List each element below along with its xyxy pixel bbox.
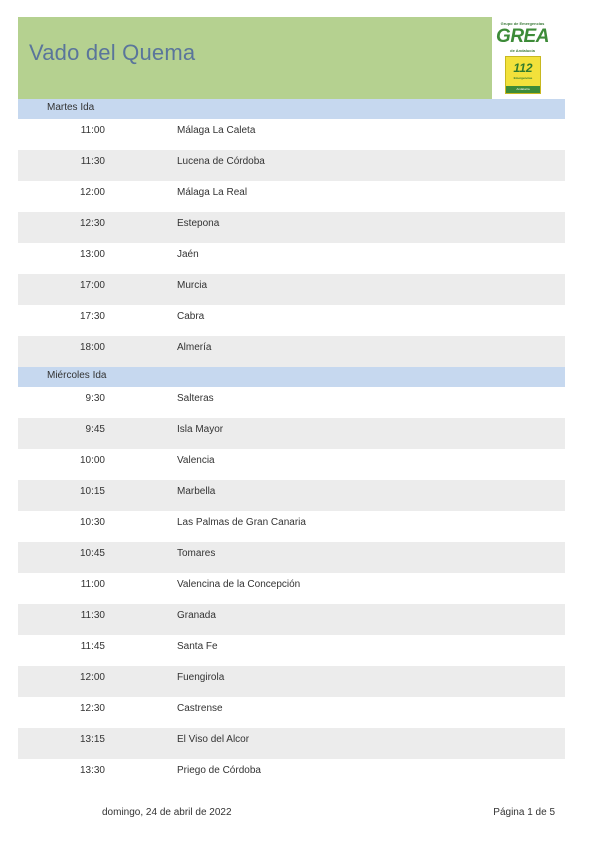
place-cell: Almería [177,342,212,353]
schedule-table [18,99,565,790]
place-cell: Castrense [177,703,223,714]
table-row [18,387,565,418]
place-cell: Tomares [177,548,216,559]
time-cell: 12:00 [79,672,105,683]
place-cell: Santa Fe [177,641,218,652]
table-row [18,635,565,666]
place-cell: Priego de Córdoba [177,765,261,776]
logo-top-text: Grupo de Emergencias [500,21,545,26]
time-cell: 11:00 [80,125,105,136]
time-cell: 11:00 [80,579,105,590]
table-row [18,243,565,274]
place-cell: Salteras [177,393,214,404]
time-cell: 10:45 [79,548,105,559]
place-cell: El Viso del Alcor [177,734,250,745]
footer-date: domingo, 24 de abril de 2022 [102,807,232,818]
place-cell: Las Palmas de Gran Canaria [177,517,306,528]
table-row [18,666,565,697]
time-cell: 11:45 [80,641,105,652]
footer-page-number: Página 1 de 5 [493,807,555,818]
logo-badge-footer: Andalucía [506,86,540,93]
place-cell: Murcia [177,280,208,291]
place-cell: Valencia [177,455,215,466]
place-cell: Cabra [177,311,205,322]
place-cell: Marbella [177,486,216,497]
time-cell: 10:15 [79,486,105,497]
table-row [18,542,565,573]
time-cell: 10:30 [79,517,105,528]
table-row [18,604,565,635]
place-cell: Fuengirola [177,672,225,683]
table-row [18,573,565,604]
table-row [18,212,565,243]
table-row [18,181,565,212]
time-cell: 9:30 [85,393,105,404]
table-row [18,759,565,790]
time-cell: 12:30 [79,703,105,714]
table-row [18,449,565,480]
place-cell: Lucena de Córdoba [177,156,265,167]
time-cell: 18:00 [79,342,105,353]
page-header [18,17,553,99]
time-cell: 13:30 [79,765,105,776]
logo-badge-text: Emergencias [513,76,533,80]
table-row [18,150,565,181]
time-cell: 12:00 [79,187,105,198]
table-row [18,697,565,728]
page-title: Vado del Quema [29,40,196,65]
time-cell: 17:00 [79,280,105,291]
place-cell: Isla Mayor [177,424,224,435]
time-cell: 11:30 [80,156,105,167]
time-cell: 12:30 [79,218,105,229]
table-row [18,274,565,305]
section-header-miercoles-ida: Miércoles Ida [18,367,565,387]
table-row [18,480,565,511]
table-row [18,511,565,542]
time-cell: 13:00 [79,249,105,260]
time-cell: 10:00 [79,455,105,466]
table-row [18,418,565,449]
time-cell: 13:15 [79,734,105,745]
time-cell: 17:30 [79,311,105,322]
time-cell: 11:30 [80,610,105,621]
place-cell: Valencina de la Concepción [177,579,301,590]
place-cell: Málaga La Caleta [177,125,256,136]
logo-main-text: GREA [496,26,549,47]
place-cell: Granada [177,610,216,621]
logo-sub-text: de Andalucía [510,48,535,53]
section-header-martes-ida: Martes Ida [18,99,565,119]
time-cell: 9:45 [85,424,105,435]
place-cell: Estepona [177,218,220,229]
table-row [18,119,565,150]
logo-112-badge [505,56,541,94]
place-cell: Jaén [177,249,199,260]
logo-badge-number: 112 [513,61,533,75]
table-row [18,305,565,336]
place-cell: Málaga La Real [177,187,248,198]
table-row [18,336,565,367]
table-row [18,728,565,759]
grea-logo [492,17,553,99]
